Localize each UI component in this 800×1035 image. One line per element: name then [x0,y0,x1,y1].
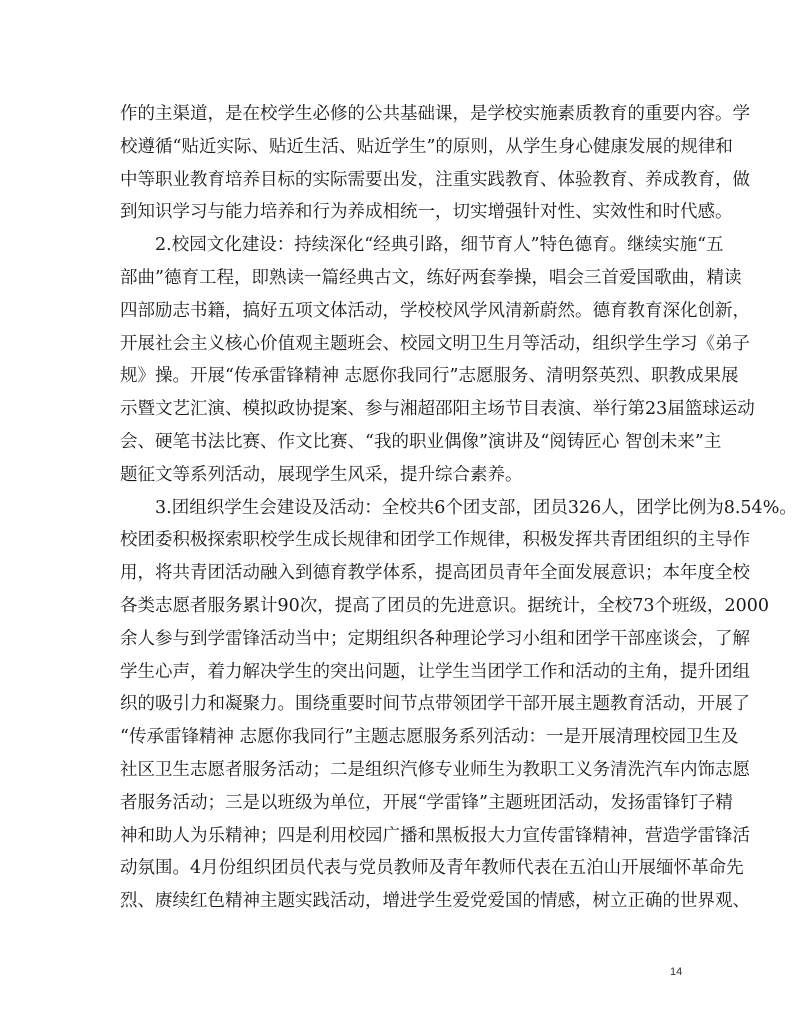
text-line: 动氛围。4月份组织团员代表与党员教师及青年教师代表在五泊山开展缅怀革命先 [120,858,744,879]
text-line: 会、硬笔书法比赛、作文比赛、“我的职业偶像”演讲及“阅铸匠心 智创未来”主 [120,431,722,452]
text-line: 烈、赓续红色精神主题实践活动，增进学生爱党爱国的情感，树立正确的世界观、 [120,891,750,912]
text-line: 规》操。开展“传承雷锋精神 志愿你我同行”志愿服务、清明祭英烈、职教成果展 [120,366,739,387]
text-line: 织的吸引力和凝聚力。围绕重要时间节点带领团学干部开展主题教育活动，开展了 [120,694,750,715]
text-line: 到知识学习与能力培养和行为养成相统一，切实增强针对性、实效性和时代感。 [120,202,733,223]
text-line: 题征文等系列活动，展现学生风采，提升综合素养。 [120,464,523,485]
text-line: 中等职业教育培养目标的实际需要出发，注重实践教育、体验教育、养成教育，做 [120,169,750,190]
text-line: 各类志愿者服务累计90次，提高了团员的先进意识。据统计，全校73个班级，2000 [120,595,770,616]
text-line: 学生心声，着力解决学生的突出问题，让学生当团学工作和活动的主角，提升团组 [120,661,750,682]
text-line: 社区卫生志愿者服务活动；二是组织汽修专业师生为教职工义务清洗汽车内饰志愿 [120,759,750,780]
text-line: 作的主渠道，是在校学生必修的公共基础课，是学校实施素质教育的重要内容。学 [120,104,750,124]
paragraph-heading-line: 3.团组织学生会建设及活动：全校共6个团支部，团员326人，团学比例为8.54%。 [155,497,797,518]
text-line: 余人参与到学雷锋活动当中；定期组织各种理论学习小组和团学干部座谈会，了解 [120,628,750,649]
text-line: 开展社会主义核心价值观主题班会、校园文明卫生月等活动，组织学生学习《弟子 [120,333,750,354]
text-line: 校团委积极探索职校学生成长规律和团学工作规律，积极发挥共青团组织的主导作 [120,530,750,551]
text-line: 示暨文艺汇演、模拟政协提案、参与湘超邵阳主场节目表演、举行第23届篮球运动 [120,399,755,420]
body-text [120,98,797,918]
text-line: 用，将共青团活动融入到德育教学体系，提高团员青年全面发展意识；本年度全校 [120,563,750,584]
text-line: “传承雷锋精神 志愿你我同行”主题志愿服务系列活动：一是开展清理校园卫生及 [120,727,739,748]
page-number: 14 [670,966,683,978]
text-line: 校遵循“贴近实际、贴近生活、贴近学生”的原则，从学生身心健康发展的规律和 [120,136,733,157]
text-line: 部曲”德育工程，即熟读一篇经典古文，练好两套拳操，唱会三首爱国歌曲，精读 [120,267,742,288]
text-line: 者服务活动；三是以班级为单位，开展“学雷锋”主题班团活动，发扬雷锋钉子精 [120,792,733,813]
text-line: 四部励志书籍，搞好五项文体活动，学校校风学风清新蔚然。德育教育深化创新， [120,300,750,321]
paragraph-heading-line: 2.校园文化建设：持续深化“经典引路，细节育人”特色德育。继续实施“五 [155,235,724,256]
text-line: 神和助人为乐精神；四是利用校园广播和黑板报大力宣传雷锋精神，营造学雷锋活 [120,825,750,846]
